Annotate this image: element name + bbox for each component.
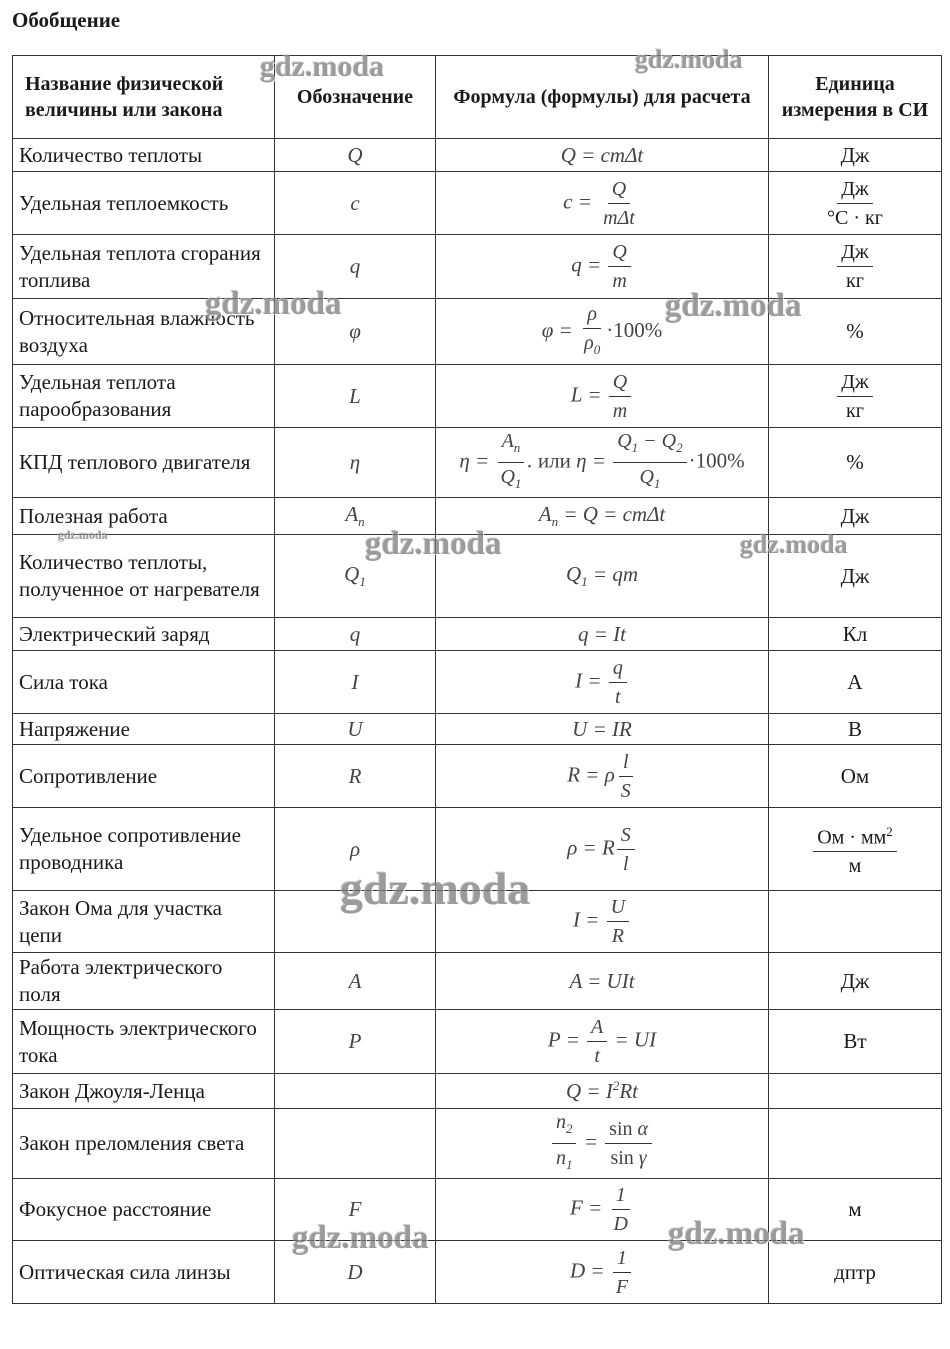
- row-name: Удельная теплота сгорания топлива: [13, 235, 275, 299]
- row-symbol: F: [275, 1179, 436, 1241]
- row-formula: I = $\frac{q}{t}$: [436, 651, 769, 714]
- row-name: Удельное сопротивление проводника: [13, 808, 275, 891]
- row-symbol: $Q_1$: [275, 535, 436, 618]
- row-unit: Дж: [769, 953, 942, 1010]
- row-name: Работа электрического поля: [13, 953, 275, 1010]
- row-symbol: D: [275, 1241, 436, 1304]
- watermark: gdz.moda: [740, 530, 848, 559]
- row-formula: I = $\frac{U}{R}$: [436, 891, 769, 953]
- row-symbol: Q: [275, 139, 436, 172]
- row-name: Закон преломления света: [13, 1109, 275, 1179]
- row-name: Мощность электрического тока: [13, 1010, 275, 1074]
- row-formula: F = $\frac{1}{D}$: [436, 1179, 769, 1241]
- row-unit: $\frac{Ом \cdot мм^2}{м}$: [769, 808, 942, 891]
- row-formula: P = $\frac{A}{t}$ = UI: [436, 1010, 769, 1074]
- row-formula: c = $\frac{Q}{\text{mΔt}}$: [436, 172, 769, 235]
- row-symbol: φ: [275, 299, 436, 365]
- watermark: gdz.moda: [260, 50, 385, 83]
- table-row: [13, 953, 942, 1010]
- row-formula: $Q = I^2Rt$: [436, 1074, 769, 1109]
- table-row: [13, 1074, 942, 1109]
- table-row: [13, 651, 942, 714]
- row-name: Закон Джоуля-Ленца: [13, 1074, 275, 1109]
- row-unit: В: [769, 714, 942, 745]
- watermark: gdz.moda: [665, 288, 802, 324]
- row-unit: м: [769, 1179, 942, 1241]
- watermark: gdz.moda: [292, 1220, 429, 1256]
- header-row: [13, 56, 942, 139]
- row-unit: $\frac{Дж}{кг}$: [769, 365, 942, 428]
- row-unit: Дж: [769, 535, 942, 618]
- watermark: gdz.moda: [205, 286, 342, 322]
- row-name: Количество теплоты: [13, 139, 275, 172]
- row-unit: %: [769, 428, 942, 498]
- header-symbol: Обозначение: [275, 56, 436, 139]
- row-formula: η = $\frac{A_n}{Q_1}$ . или η = $\frac{Q_1 - Q_2}{Q_1}$ ·100%: [436, 428, 769, 498]
- row-unit: А: [769, 651, 942, 714]
- table-row: [13, 618, 942, 651]
- row-name: Электрический заряд: [13, 618, 275, 651]
- header-formula: Формула (формулы) для расчета: [436, 56, 769, 139]
- row-formula: $\frac{n_2}{n_1}$ = $\frac{\text{sin α}}{\text{sin γ}}$: [436, 1109, 769, 1179]
- header-unit: Единица измерения в СИ: [769, 56, 942, 139]
- row-symbol: P: [275, 1010, 436, 1074]
- row-name: КПД теплового двигателя: [13, 428, 275, 498]
- row-name: Относительная влажность воздуха: [13, 299, 275, 365]
- row-unit: [769, 891, 942, 953]
- row-unit: $\frac{Дж}{^\circ C \cdot кг}$: [769, 172, 942, 235]
- row-name: Напряжение: [13, 714, 275, 745]
- row-symbol: $A_n$: [275, 498, 436, 535]
- row-name: Фокусное расстояние: [13, 1179, 275, 1241]
- table-row: [13, 235, 942, 299]
- row-name: Количество теплоты, полученное от нагревателя: [13, 535, 275, 618]
- row-unit: %: [769, 299, 942, 365]
- row-symbol: L: [275, 365, 436, 428]
- row-name: Оптическая сила линзы: [13, 1241, 275, 1304]
- row-symbol: q: [275, 235, 436, 299]
- row-formula: φ = $\frac{\rho}{\rho_0}$ ·100%: [436, 299, 769, 365]
- row-formula: D = $\frac{1}{F}$: [436, 1241, 769, 1304]
- row-symbol: q: [275, 618, 436, 651]
- table-row: [13, 714, 942, 745]
- row-formula: Q = cmΔt: [436, 139, 769, 172]
- row-symbol: [275, 1109, 436, 1179]
- row-formula: $A_n = Q = cm\Delta t$: [436, 498, 769, 535]
- row-symbol: U: [275, 714, 436, 745]
- watermark: gdz.moda: [668, 1216, 805, 1252]
- row-name: Удельная теплоемкость: [13, 172, 275, 235]
- row-unit: Кл: [769, 618, 942, 651]
- row-name: Закон Ома для участка цепи: [13, 891, 275, 953]
- row-name: Удельная теплота парообразования: [13, 365, 275, 428]
- table-row: [13, 1109, 942, 1179]
- table-row: [13, 172, 942, 235]
- row-symbol: ρ: [275, 808, 436, 891]
- row-unit: Ом: [769, 745, 942, 808]
- row-formula: q = It: [436, 618, 769, 651]
- row-formula: $Q_1$ = qm: [436, 535, 769, 618]
- row-name: Сопротивление: [13, 745, 275, 808]
- table-row: [13, 428, 942, 498]
- row-unit: [769, 1074, 942, 1109]
- table-row: [13, 139, 942, 172]
- watermark: gdz.moda: [365, 526, 502, 562]
- table-row: [13, 299, 942, 365]
- row-unit: Вт: [769, 1010, 942, 1074]
- row-formula: q = $\frac{Q}{m}$: [436, 235, 769, 299]
- table-row: [13, 365, 942, 428]
- table-row: [13, 1010, 942, 1074]
- header-name: Название физической величины или закона: [13, 56, 275, 139]
- watermark: gdz.moda: [635, 45, 743, 74]
- row-unit: Дж: [769, 498, 942, 535]
- row-symbol: A: [275, 953, 436, 1010]
- row-formula: A = UIt: [436, 953, 769, 1010]
- row-formula: R = ρ $\frac{l}{S}$: [436, 745, 769, 808]
- table-row: [13, 745, 942, 808]
- row-unit: Дж: [769, 139, 942, 172]
- row-name: Полезная работа: [13, 498, 275, 535]
- watermark: gdz.moda: [58, 528, 108, 542]
- row-symbol: c: [275, 172, 436, 235]
- row-unit: [769, 1109, 942, 1179]
- row-symbol: I: [275, 651, 436, 714]
- row-name: Сила тока: [13, 651, 275, 714]
- row-symbol: R: [275, 745, 436, 808]
- row-unit: $\frac{Дж}{кг}$: [769, 235, 942, 299]
- row-symbol: [275, 1074, 436, 1109]
- row-formula: ρ = R $\frac{S}{l}$: [436, 808, 769, 891]
- page-title: Обобщение: [12, 8, 121, 32]
- watermark: gdz.moda: [340, 863, 531, 914]
- row-symbol: η: [275, 428, 436, 498]
- summary-table: [12, 55, 942, 1304]
- row-formula: L = $\frac{Q}{m}$: [436, 365, 769, 428]
- row-unit: дптр: [769, 1241, 942, 1304]
- row-formula: U = IR: [436, 714, 769, 745]
